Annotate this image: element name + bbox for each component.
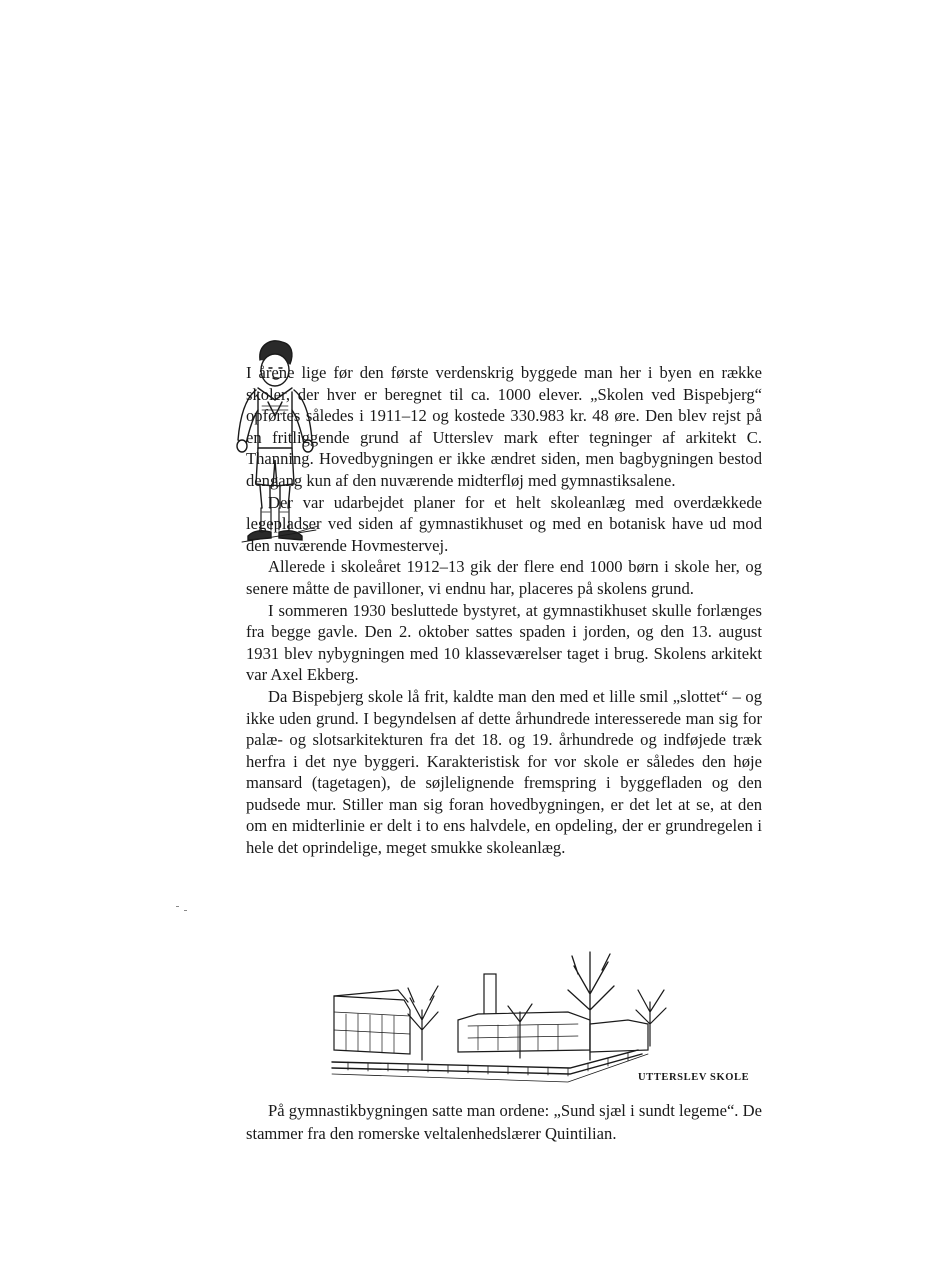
scan-speck bbox=[176, 906, 179, 907]
paragraph-3: Allerede i skoleåret 1912–13 gik der flere end 1000 børn i skole her, og senere måtte de pavilloner, vi endnu har, placeres på skolens grund. bbox=[246, 557, 762, 598]
paragraph-2: Der var udarbejdet planer for et helt skoleanlæg med overdækkede legepladser ved siden af gymnastikhuset og med en botanisk have ud mod den nuværende Hovmestervej. bbox=[246, 492, 762, 555]
illustration-caption: UTTERSLEV SKOLE bbox=[638, 1072, 750, 1083]
paragraph-5: Da Bispebjerg skole lå frit, kaldte man den med et lille smil „slottet“ – og ikke uden grund. I begyndelsen af dette århundrede interesserede man sig for palæ- og slotsarkitekturen fra det 18. og 19. århundrede og indføjede træk herfra i det nye byggeri. Karakteristisk for vor skole er således den høje mansard (tagetagen), de søjlelignende fremspring i byggefladen og den pudsede mur. Stiller man sig foran hovedbygningen, er det let at se, at den om en midterlinie er delt i to ens halvdele, en opdeling, der er grundregelen i hele det oprindelige, meget smukke skoleanlæg. bbox=[246, 686, 762, 858]
closing-paragraph: På gymnastikbygningen satte man ordene: „Sund sjæl i sundt legeme“. De stammer fra den romerske veltalenhedslærer Quintilian. bbox=[246, 1101, 762, 1143]
paragraph-4: I sommeren 1930 besluttede bystyret, at gymnastikhuset skulle forlænges fra begge gavle. Den 2. oktober sattes spaden i jorden, og den 13. august 1931 blev nybygningen med 10 klasseværelser taget i brug. Skolens arkitekt var Axel Ekberg. bbox=[246, 600, 762, 685]
paragraph-1: I årene lige før den første verdenskrig byggede man her i byen en række skoler, der hver er beregnet til ca. 1000 elever. „Skolen ved Bispebjerg“ opførtes således i 1911–12 og kostede 330.983 kr. 48 øre. Den blev rejst på en fritliggende grund af Utterslev mark efter tegninger af arkitekt C. Thanning. Hovedbygningen er ikke ændret siden, men bagbygningen bestod dengang kun af den nuværende midterfløj med gymnastiksalene. bbox=[246, 363, 762, 490]
article-body bbox=[246, 362, 762, 859]
scan-speck bbox=[184, 910, 187, 911]
school-illustration bbox=[328, 950, 682, 1088]
